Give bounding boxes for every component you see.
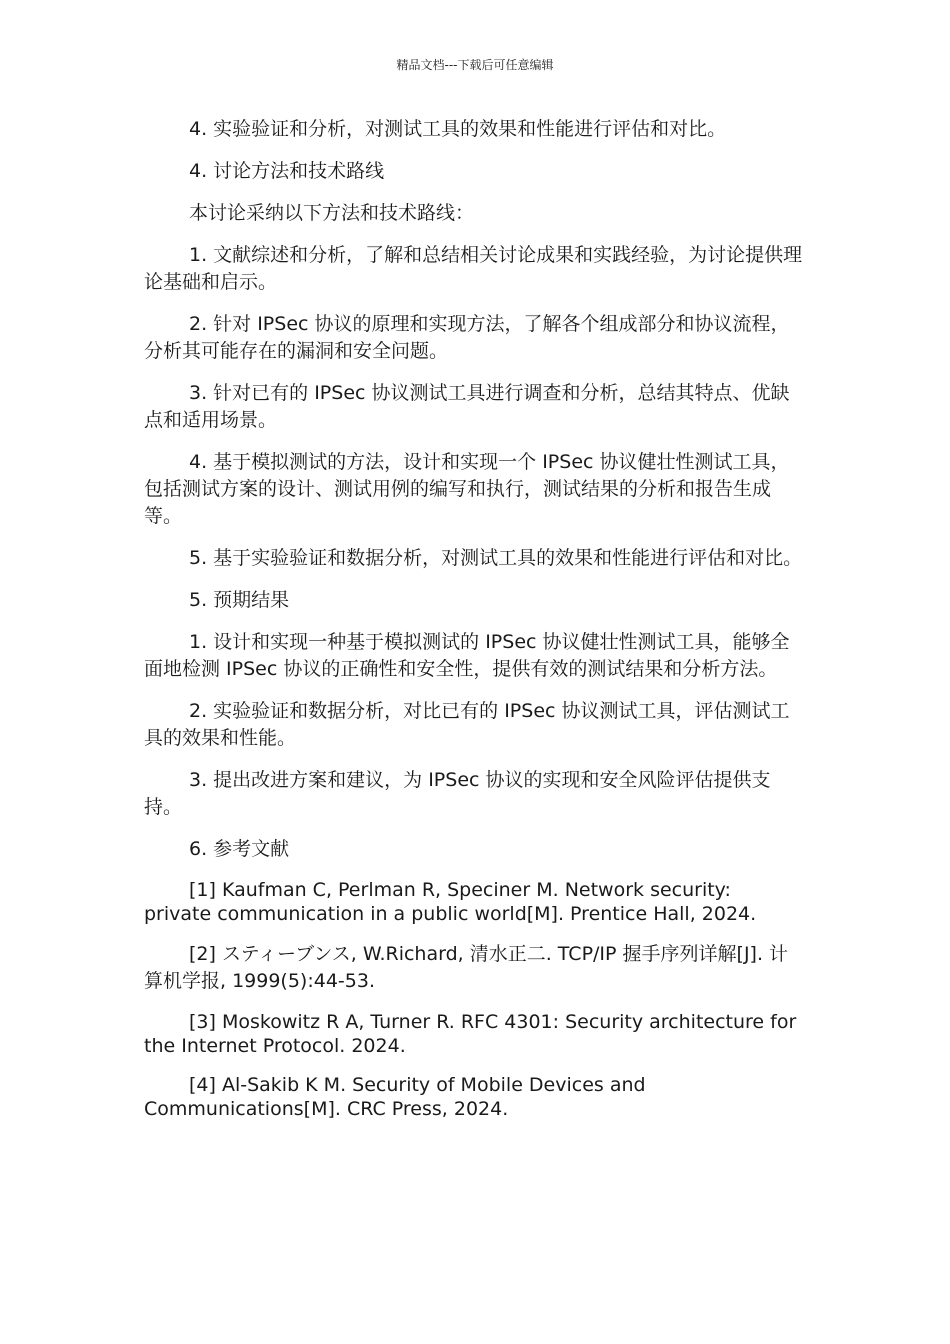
- section-heading-references: 6. 参考文献: [189, 838, 290, 860]
- reference-item-4: [4] Al-Sakib K M. Security of Mobile Devices and Communications[M]. CRC Press, 2024.: [144, 1074, 646, 1120]
- section-heading-expected-results: 5. 预期结果: [189, 589, 290, 611]
- reference-item-3: [3] Moskowitz R A, Turner R. RFC 4301: Security architecture for the Internet Protocol. 2024.: [144, 1011, 797, 1057]
- page-header: 精品文档---下载后可任意编辑: [396, 58, 554, 72]
- document-body: [144, 116, 804, 1136]
- result-item-2: 2. 实验验证和数据分析，对比已有的 IPSec 协议测试工具，评估测试工具的效果和性能。: [144, 700, 790, 749]
- reference-item-1: [1] Kaufman C, Perlman R, Speciner M. Network security: private communication in a public world[M]. Prentice Hall, 2024.: [144, 879, 757, 925]
- paragraph-methods-intro: 本讨论采纳以下方法和技术路线：: [189, 202, 475, 224]
- reference-item-2: [2] スティーブンス, W.Richard, 清水正二. TCP/IP 握手序列详解[J]. 计算机学报, 1999(5):44-53.: [144, 943, 789, 992]
- section-heading-methods: 4. 讨论方法和技术路线: [189, 160, 385, 182]
- method-item-4: 4. 基于模拟测试的方法，设计和实现一个 IPSec 协议健壮性测试工具，包括测试方案的设计、测试用例的编写和执行，测试结果的分析和报告生成等。: [144, 451, 790, 527]
- result-item-3: 3. 提出改进方案和建议，为 IPSec 协议的实现和安全风险评估提供支持。: [144, 769, 771, 818]
- method-item-5: 5. 基于实验验证和数据分析，对测试工具的效果和性能进行评估和对比。: [189, 547, 803, 569]
- method-item-2: 2. 针对 IPSec 协议的原理和实现方法，了解各个组成部分和协议流程，分析其可能存在的漏洞和安全问题。: [144, 313, 790, 362]
- result-item-1: 1. 设计和实现一种基于模拟测试的 IPSec 协议健壮性测试工具，能够全面地检测 IPSec 协议的正确性和安全性，提供有效的测试结果和分析方法。: [144, 631, 790, 680]
- paragraph-item-4-experiment: 4. 实验验证和分析，对测试工具的效果和性能进行评估和对比。: [189, 118, 727, 140]
- method-item-1: 1. 文献综述和分析，了解和总结相关讨论成果和实践经验，为讨论提供理论基础和启示。: [144, 244, 803, 293]
- method-item-3: 3. 针对已有的 IPSec 协议测试工具进行调查和分析，总结其特点、优缺点和适用场景。: [144, 382, 790, 431]
